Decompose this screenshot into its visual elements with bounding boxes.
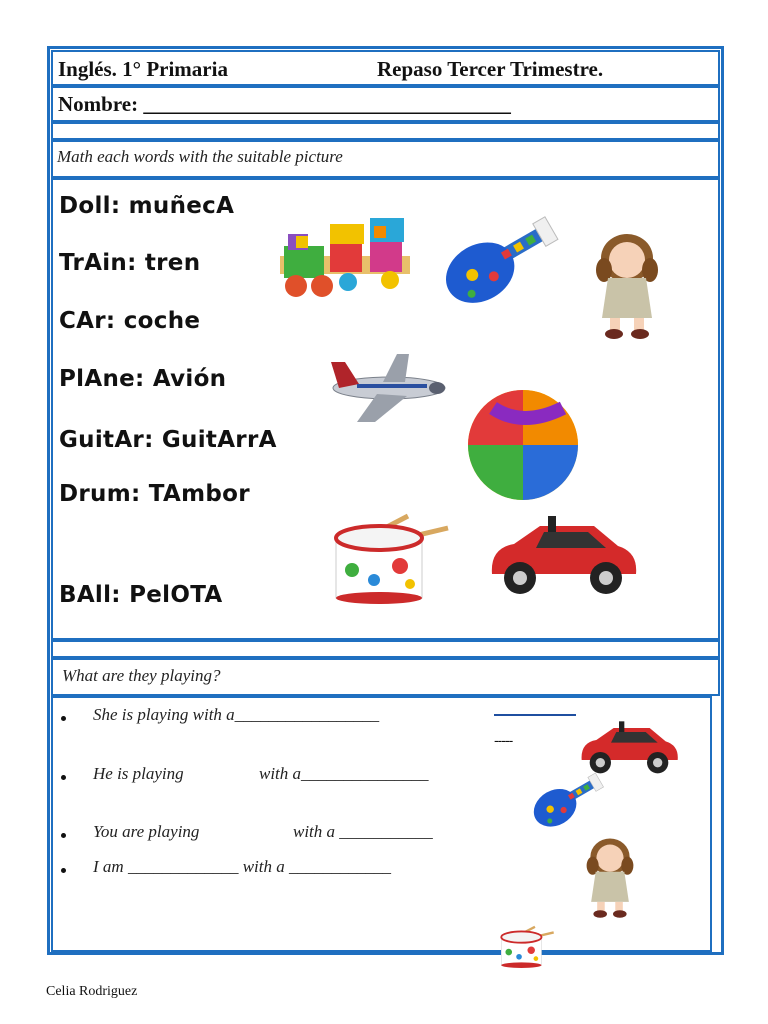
sentence-3-start: You are playing bbox=[93, 822, 200, 841]
review-title: Repaso Tercer Trimestre. bbox=[377, 57, 604, 81]
vocab-guitar: GuitAr: GuitArrA bbox=[59, 427, 277, 453]
toy-car-icon bbox=[484, 508, 642, 604]
playing-instruction: What are they playing? bbox=[62, 666, 221, 685]
bullet bbox=[61, 716, 66, 721]
name-field-label: Nombre: ___________________________________ bbox=[58, 92, 511, 116]
sentence-4: I am _____________ with a ____________ bbox=[93, 857, 391, 876]
toy-guitar-icon bbox=[440, 212, 565, 318]
bullet bbox=[61, 833, 66, 838]
author-credit: Celia Rodriguez bbox=[46, 984, 138, 999]
bullet bbox=[61, 775, 66, 780]
vocab-train: TrAin: tren bbox=[59, 250, 201, 276]
vocab-drum: Drum: TAmbor bbox=[59, 481, 250, 507]
doll-icon bbox=[582, 834, 638, 920]
short-dash-line: ----- bbox=[494, 732, 513, 748]
vocab-ball: BAll: PelOTA bbox=[59, 582, 223, 608]
vocab-doll: Doll: muñecA bbox=[59, 193, 235, 219]
toy-train-icon bbox=[270, 206, 430, 308]
answer-line bbox=[494, 714, 576, 716]
drum-icon bbox=[498, 924, 556, 968]
bullet bbox=[61, 868, 66, 873]
ball-icon bbox=[463, 388, 583, 502]
matching-instruction: Math each words with the suitable picture bbox=[57, 147, 343, 166]
vocab-plane: PlAne: Avión bbox=[59, 366, 227, 392]
airplane-icon bbox=[327, 344, 447, 426]
gap-row bbox=[51, 640, 720, 658]
vocab-car: CAr: coche bbox=[59, 308, 201, 334]
course-title: Inglés. 1° Primaria bbox=[58, 57, 228, 81]
sentence-1: She is playing with a_________________ bbox=[93, 705, 380, 724]
sentence-3-end: with a ___________ bbox=[293, 822, 433, 841]
doll-icon bbox=[590, 228, 664, 342]
toy-guitar-icon bbox=[530, 770, 608, 836]
sentence-2-start: He is playing bbox=[93, 764, 184, 783]
sentence-2-end: with a_______________ bbox=[259, 764, 429, 783]
drum-icon bbox=[330, 510, 452, 604]
spacer-row bbox=[51, 122, 720, 140]
